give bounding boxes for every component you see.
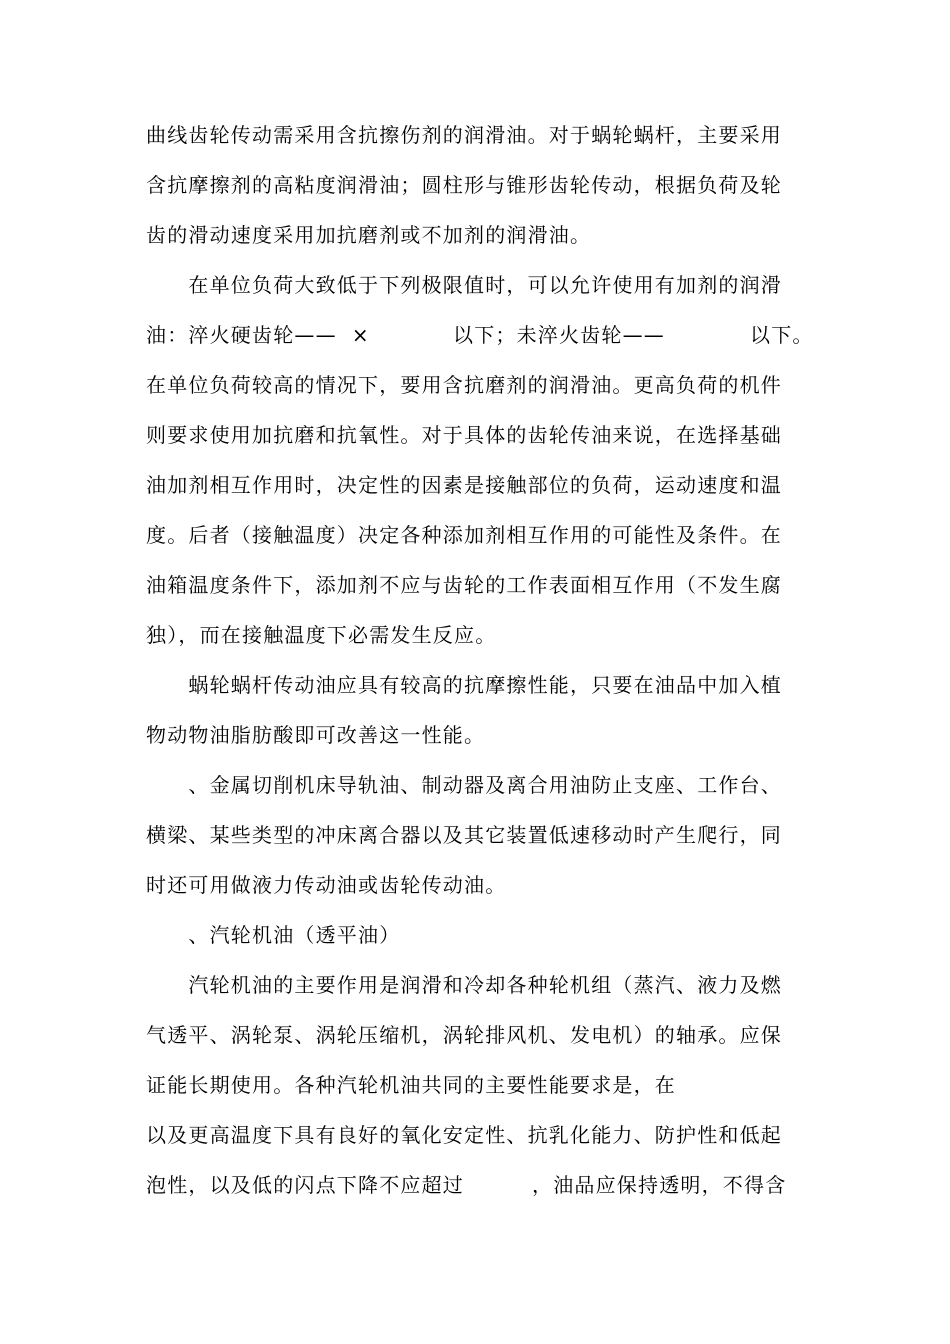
text-line-15: 横梁、某些类型的冲床离合器以及其它装置低速移动时产生爬行，同 [146, 823, 782, 847]
text-line-5-part1: 油：淬火硬齿轮—— × [146, 323, 370, 347]
text-line-5 [146, 318, 816, 352]
text-line-22-part2: ，油品应保持透明，不得含 [532, 1173, 787, 1197]
text-line-11: 独），而在接触温度下必需发生反应。 [146, 623, 497, 647]
text-line-3: 齿的滑动速度采用加抗磨剂或不加剂的润滑油。 [146, 223, 592, 247]
text-line-19: 气透平、涡轮泵、涡轮压缩机，涡轮排风机、发电机）的轴承。应保 [146, 1023, 782, 1047]
text-line-9: 度。后者（接触温度）决定各种添加剂相互作用的可能性及条件。在 [146, 523, 782, 547]
text-line-20: 证能长期使用。各种汽轮机油共同的主要性能要求是，在 [146, 1073, 676, 1097]
text-line-4: 在单位负荷大致低于下列极限值时，可以允许使用有加剂的润滑 [146, 273, 782, 297]
text-line-6: 在单位负荷较高的情况下，要用含抗磨剂的润滑油。更高负荷的机件 [146, 373, 782, 397]
text-line-22 [146, 1168, 816, 1202]
text-line-8: 油加剂相互作用时，决定性的因素是接触部位的负荷，运动速度和温 [146, 473, 782, 497]
text-line-14: 、金属切削机床导轨油、制动器及离合用油防止支座、工作台、 [146, 773, 782, 797]
text-line-12: 蜗轮蜗杆传动油应具有较高的抗摩擦性能，只要在油品中加入植 [146, 673, 782, 697]
text-line-21: 以及更高温度下具有良好的氧化安定性、抗乳化能力、防护性和低起 [146, 1123, 782, 1147]
text-line-5-part3: 以下。 [750, 323, 814, 347]
text-line-22-part1: 泡性，以及低的闪点下降不应超过 [146, 1173, 464, 1197]
text-line-2: 含抗摩擦剂的高粘度润滑油；圆柱形与锥形齿轮传动，根据负荷及轮 [146, 173, 782, 197]
text-line-18: 汽轮机油的主要作用是润滑和冷却各种轮机组（蒸汽、液力及燃 [146, 973, 782, 997]
text-line-17: 、汽轮机油（透平油） [146, 923, 401, 947]
text-line-10: 油箱温度条件下，添加剂不应与齿轮的工作表面相互作用（不发生腐 [146, 573, 782, 597]
text-line-13: 物动物油脂肪酸即可改善这一性能。 [146, 723, 486, 747]
text-line-7: 则要求使用加抗磨和抗氧性。对于具体的齿轮传油来说，在选择基础 [146, 423, 782, 447]
text-line-1: 曲线齿轮传动需采用含抗擦伤剂的润滑油。对于蜗轮蜗杆，主要采用 [146, 123, 782, 147]
text-line-5-part2: 以下；未淬火齿轮—— [453, 323, 665, 347]
text-line-16: 时还可用做液力传动油或齿轮传动油。 [146, 873, 507, 897]
